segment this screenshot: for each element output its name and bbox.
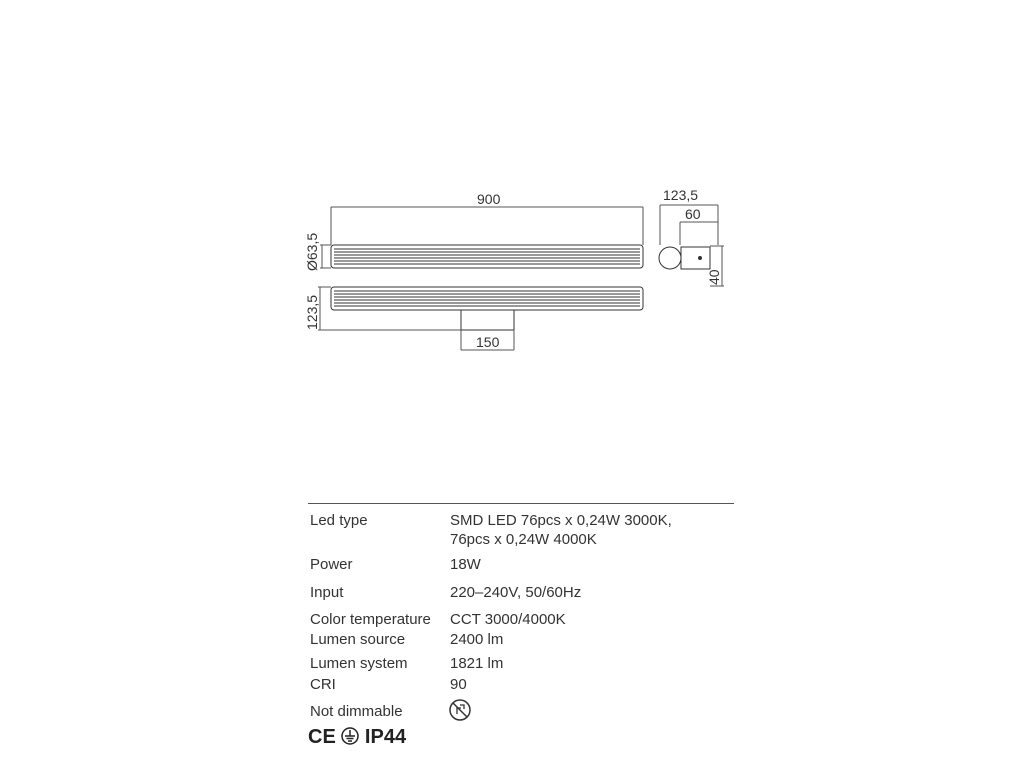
spec-label-input: Input: [310, 584, 344, 601]
protection-class-icon: [341, 727, 359, 745]
spec-label-cri: CRI: [310, 676, 336, 693]
length-dimension: [331, 207, 643, 245]
ce-mark-icon: CE: [308, 726, 336, 748]
spec-value-color-temperature: CCT 3000/4000K: [450, 611, 566, 628]
spec-divider: [308, 503, 734, 504]
spec-label-lumen-system: Lumen system: [310, 655, 408, 672]
bracket-width-label: 150: [476, 334, 500, 350]
not-dimmable-icon: [448, 698, 472, 722]
length-label: 900: [477, 191, 501, 207]
top-view-tube: [331, 245, 643, 268]
front-depth-label: 123,5: [304, 294, 320, 330]
spec-value-lumen-source: 2400 lm: [450, 631, 504, 648]
spec-label-power: Power: [310, 556, 353, 573]
spec-label-led-type: Led type: [310, 512, 368, 529]
depth-arm-label: 60: [685, 206, 701, 222]
front-view-tube: [331, 287, 643, 330]
diameter-dimension: [320, 245, 331, 268]
side-height-label: 40: [706, 269, 722, 285]
spec-value-lumen-system: 1821 lm: [450, 655, 504, 672]
spec-value-cri: 90: [450, 676, 467, 693]
spec-label-lumen-source: Lumen source: [310, 631, 406, 648]
ip-rating: IP44: [364, 726, 407, 748]
diameter-label: Ø63,5: [304, 232, 320, 271]
front-depth-dimension: [318, 287, 461, 330]
spec-label-not-dimmable: Not dimmable: [310, 703, 403, 720]
spec-value-input: 220–240V, 50/60Hz: [450, 584, 582, 601]
spec-value-led-type-2: 76pcs x 0,24W 4000K: [450, 531, 597, 548]
side-view-profile: [659, 247, 710, 269]
spec-value-led-type: SMD LED 76pcs x 0,24W 3000K,: [450, 512, 672, 529]
spec-value-power: 18W: [450, 556, 481, 573]
depth-total-label: 123,5: [663, 187, 699, 203]
spec-label-color-temperature: Color temperature: [310, 611, 431, 628]
certification-marks: [308, 726, 406, 749]
